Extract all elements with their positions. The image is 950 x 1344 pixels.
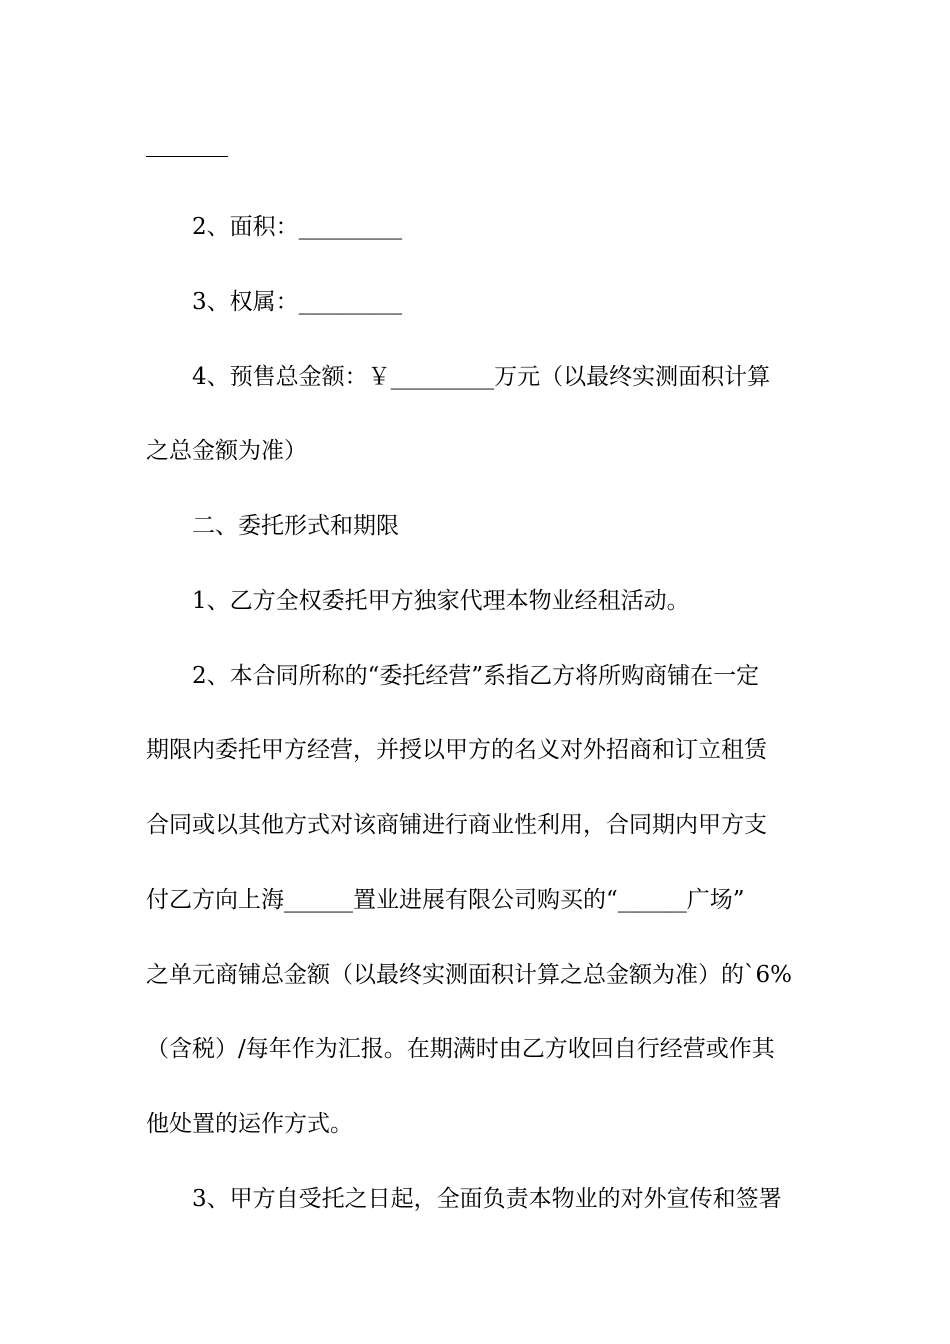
section-heading: 二、委托形式和期限 — [192, 513, 399, 539]
item-presale-amount-cont: 之总金额为准） — [146, 438, 307, 464]
clause-2-cont-1: 期限内委托甲方经营，并授以甲方的名义对外招商和订立租赁 — [146, 737, 767, 763]
clause-2-cont-6: 他处置的运作方式。 — [146, 1111, 353, 1137]
clause-3: 3、甲方自受托之日起，全面负责本物业的对外宣传和签署 — [192, 1186, 782, 1212]
clause-2: 2、本合同所称的“委托经营”系指乙方将所购商铺在一定 — [192, 663, 760, 689]
clause-2-cont-3: 付乙方向上海______置业进展有限公司购买的“______广场” — [146, 887, 745, 913]
clause-1: 1、乙方全权委托甲方独家代理本物业经租活动。 — [192, 588, 690, 614]
blank-underline — [146, 156, 228, 157]
item-area: 2、面积：_________ — [192, 214, 403, 240]
clause-2-cont-5: （含税）/每年作为汇报。在期满时由乙方收回自行经营或作其 — [146, 1036, 775, 1062]
item-ownership: 3、权属：_________ — [192, 289, 403, 315]
clause-2-cont-4: 之单元商铺总金额（以最终实测面积计算之总金额为准）的`6% — [146, 962, 792, 988]
clause-2-cont-2: 合同或以其他方式对该商铺进行商业性利用，合同期内甲方支 — [146, 812, 767, 838]
item-presale-amount: 4、预售总金额：￥_________万元（以最终实测面积计算 — [192, 364, 771, 390]
